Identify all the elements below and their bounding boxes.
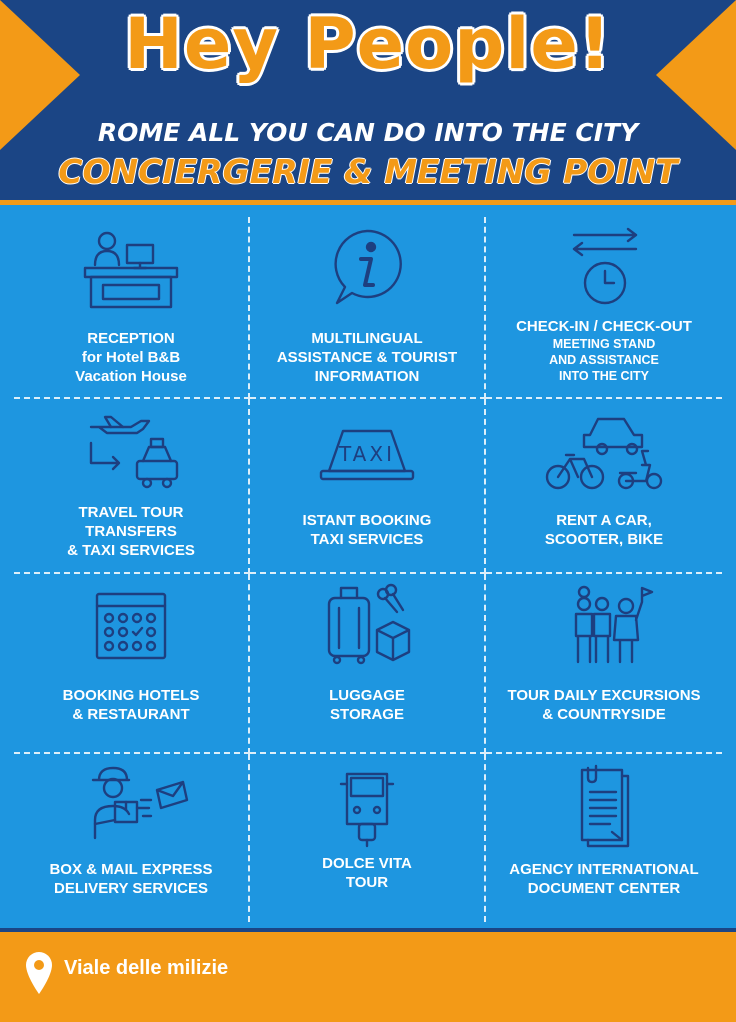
delivery-icon <box>71 760 191 850</box>
service-detail: Vacation House <box>75 368 187 385</box>
service-title: RENT A CAR, <box>556 512 652 529</box>
service-title: TRAVEL TOUR <box>78 504 184 521</box>
service-checkin <box>486 217 722 399</box>
service-detail: TAXI SERVICES <box>310 531 424 548</box>
tuk-tuk-icon <box>307 760 427 850</box>
service-title: RECEPTION <box>87 330 175 347</box>
service-detail: & COUNTRYSIDE <box>542 706 666 723</box>
luggage-icon <box>307 580 427 670</box>
taxi-sign-text: TAXI <box>339 442 395 466</box>
service-title: CHECK-IN / CHECK-OUT <box>516 318 692 335</box>
service-title: BOX & MAIL EXPRESS <box>49 861 213 878</box>
service-title: BOOKING HOTELS <box>62 687 200 704</box>
car-scooter-bike-icon <box>544 405 664 495</box>
reception-desk-icon <box>71 223 191 313</box>
service-detail: STORAGE <box>330 706 404 723</box>
service-title: AGENCY INTERNATIONAL <box>509 861 699 878</box>
service-travel <box>14 399 250 574</box>
header-banner <box>0 0 736 200</box>
service-title: TOUR DAILY EXCURSIONS <box>507 687 701 704</box>
footer-bar <box>0 928 736 1022</box>
service-tour-excursions <box>486 574 722 754</box>
service-detail: TRANSFERS <box>85 523 177 540</box>
info-bubble-icon <box>307 223 427 313</box>
location-pin-icon <box>24 950 54 996</box>
service-dolce-vita <box>250 754 486 922</box>
service-luggage <box>250 574 486 754</box>
service-detail: & RESTAURANT <box>72 706 190 723</box>
service-detail: DOCUMENT CENTER <box>527 880 681 897</box>
service-delivery <box>14 754 250 922</box>
service-rental <box>486 399 722 574</box>
plane-taxi-icon <box>71 405 191 495</box>
service-booking-hotels <box>14 574 250 754</box>
service-title: ISTANT BOOKING <box>302 512 432 529</box>
arrows-clock-icon <box>544 223 664 313</box>
service-detail: for Hotel B&B <box>81 349 181 366</box>
service-detail: TOUR <box>345 874 389 891</box>
service-title: DOLCE VITA <box>322 855 412 872</box>
document-icon <box>544 760 664 850</box>
service-detail: SCOOTER, BIKE <box>544 531 664 548</box>
service-detail: MEETING STAND <box>552 337 656 351</box>
service-detail: INFORMATION <box>314 368 420 385</box>
address-text: Viale delle milizie <box>64 957 229 979</box>
service-reception <box>14 217 250 399</box>
service-detail: & TAXI SERVICES <box>67 542 195 559</box>
tour-group-icon <box>544 580 664 670</box>
services-panel <box>0 200 736 928</box>
service-multilingual <box>250 217 486 399</box>
service-title: MULTILINGUAL <box>311 330 423 347</box>
calendar-icon <box>71 580 191 670</box>
page-subtitle: ROME ALL YOU CAN DO INTO THE CITY <box>97 118 639 147</box>
service-detail: ASSISTANCE & TOURIST <box>276 349 458 366</box>
service-detail: DELIVERY SERVICES <box>54 880 208 897</box>
service-detail: AND ASSISTANCE <box>549 353 659 367</box>
taxi-sign-icon <box>307 405 427 495</box>
service-title: LUGGAGE <box>329 687 405 704</box>
service-taxi-booking <box>250 399 486 574</box>
service-document-center <box>486 754 722 922</box>
services-grid <box>14 217 722 925</box>
page-tagline: CONCIERGERIE & MEETING POINT <box>58 152 678 191</box>
page-title: Hey People! <box>124 3 612 85</box>
service-detail: INTO THE CITY <box>558 369 650 383</box>
